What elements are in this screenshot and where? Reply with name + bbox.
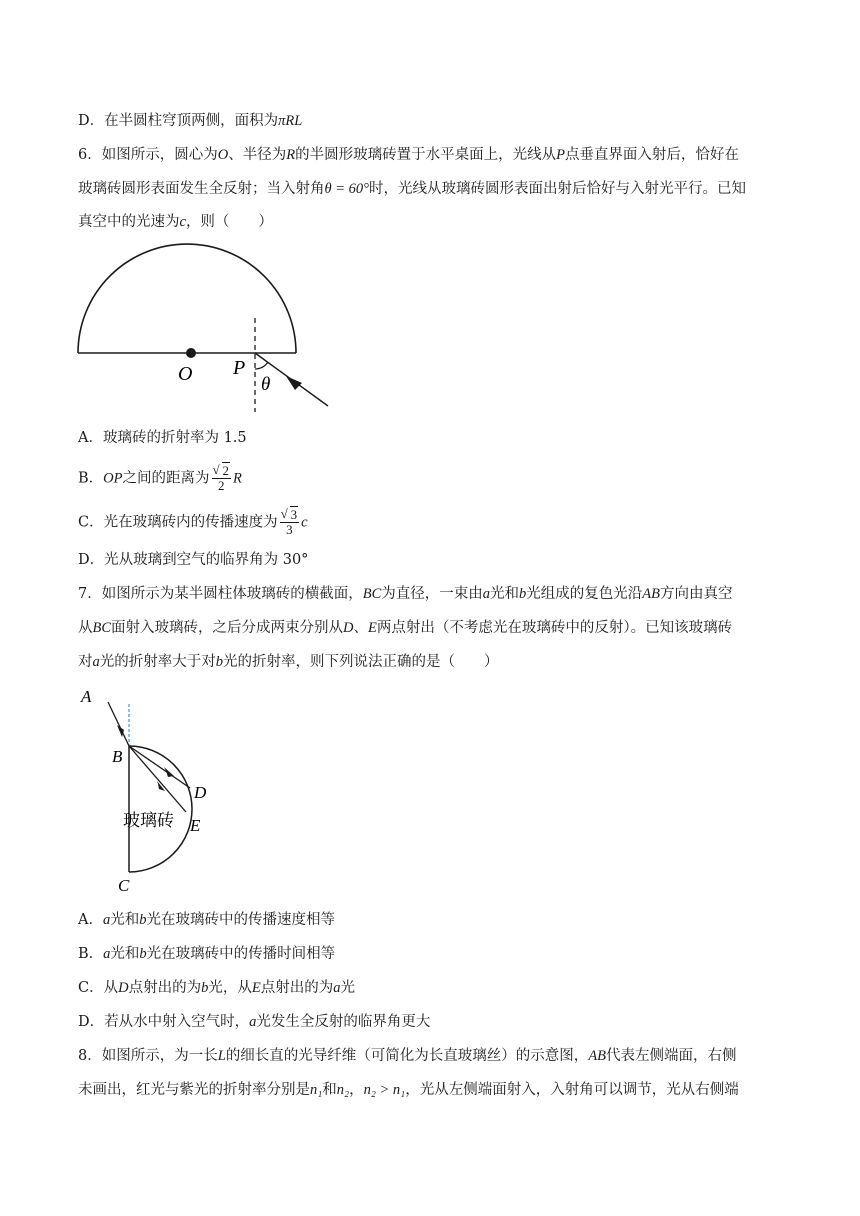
q8-stem-text: 代表左侧端面，右侧 bbox=[606, 1048, 737, 1064]
q8-stem-var: n₁ bbox=[310, 1082, 323, 1098]
q6-stem-var: O bbox=[217, 147, 229, 163]
q8-stem-line-1 bbox=[78, 1046, 788, 1066]
q7-option-c-text: 光，从 bbox=[208, 980, 252, 996]
q6-stem-text: 、半径为 bbox=[228, 147, 287, 163]
q7-stem-var: E bbox=[368, 620, 377, 636]
q7-option-c-var: a bbox=[333, 980, 341, 996]
q8-stem-text: 的细长直的光导纤维（可简化为长直玻璃丝）的示意图， bbox=[225, 1048, 589, 1064]
q7-option-d-text: D．若从水中射入空气时， bbox=[78, 1014, 250, 1030]
q8-stem-math: n₂ > n₁ bbox=[363, 1082, 406, 1098]
q7-stem-text: 两点射出（不考虑光在玻璃砖中的反射）。已知该玻璃砖 bbox=[376, 620, 733, 636]
q7-stem-var: b bbox=[215, 654, 223, 670]
q7-stem-line-2 bbox=[78, 618, 788, 638]
q7-stem-var: BC bbox=[92, 620, 112, 636]
q6-option-a-text: A．玻璃砖的折射率为 1.5 bbox=[78, 430, 247, 446]
q7-option-b-text: 光在玻璃砖中的传播时间相等 bbox=[146, 946, 336, 962]
q7-stem-text: 光和 bbox=[490, 586, 520, 602]
q6-option-c-text: C．光在玻璃砖内的传播速度为 bbox=[78, 514, 278, 531]
center-point-o bbox=[186, 348, 196, 358]
label-b: B bbox=[112, 747, 123, 766]
q7-option-a-text: 光和 bbox=[110, 912, 140, 928]
q7-option-d bbox=[78, 1012, 788, 1032]
q7-stem-var: b bbox=[519, 586, 527, 602]
q7-stem-text: 面射入玻璃砖，之后分成两束分别从 bbox=[111, 620, 344, 636]
q6-stem-line-2 bbox=[78, 179, 788, 199]
q7-option-c-var: E bbox=[251, 980, 261, 996]
q6-option-b-var: R bbox=[233, 470, 242, 487]
q6-stem-text: 时，光线从玻璃砖圆形表面出射后恰好与入射光平行。已知 bbox=[368, 181, 746, 197]
q8-stem-line-2 bbox=[78, 1080, 788, 1100]
q6-option-a bbox=[78, 428, 788, 448]
q7-option-a bbox=[78, 910, 788, 930]
incident-ray-arrow bbox=[286, 376, 302, 390]
q6-stem-var: P bbox=[556, 147, 565, 163]
q8-stem-text: 8．如图所示，为一长 bbox=[78, 1048, 218, 1064]
q6-option-b-text: 之间的距离为 bbox=[122, 470, 210, 487]
q7-option-b-text: B． bbox=[78, 946, 104, 962]
q6-option-b-fraction bbox=[212, 464, 232, 493]
label-a: A bbox=[81, 687, 92, 706]
q7-stem-line-1 bbox=[78, 584, 788, 604]
q7-option-d-text: 光发生全反射的临界角更大 bbox=[256, 1014, 431, 1030]
q7-option-c bbox=[78, 978, 788, 998]
q8-stem-text: 和 bbox=[322, 1082, 337, 1098]
q7-option-c-var: b bbox=[201, 980, 209, 996]
semicircle-arc bbox=[78, 244, 296, 353]
q7-option-a-var: b bbox=[139, 912, 147, 928]
q6-option-d bbox=[78, 550, 788, 570]
label-theta: θ bbox=[261, 374, 271, 395]
q7-option-c-text: 点射出的为 bbox=[128, 980, 202, 996]
q7-stem-var: AB bbox=[642, 586, 660, 602]
q7-stem-text: 方向由真空 bbox=[659, 586, 733, 602]
q7-stem-text: 从 bbox=[78, 620, 93, 636]
q7-option-a-var: a bbox=[102, 912, 111, 928]
q6-option-b-text: B． bbox=[78, 470, 104, 487]
q7-stem-text: 光的折射率，则下列说法正确的是（ ） bbox=[223, 654, 499, 670]
q6-option-b bbox=[78, 464, 788, 492]
q7-stem-text: 、 bbox=[353, 620, 369, 636]
glass-label: 玻璃砖 bbox=[123, 811, 174, 831]
q6-stem-text: 点垂直界面入射后，恰好在 bbox=[564, 147, 739, 163]
q6-stem-math: θ = 60° bbox=[324, 181, 369, 197]
q7-option-b-var: a bbox=[103, 946, 111, 962]
q8-stem-text: ， bbox=[349, 1082, 364, 1098]
label-p: P bbox=[233, 357, 246, 379]
q6-stem-var: c bbox=[179, 214, 186, 230]
fraction-denominator: 3 bbox=[286, 522, 293, 537]
q7-stem-var: D bbox=[343, 620, 354, 636]
q7-stem-text: 对 bbox=[78, 654, 93, 670]
ray-d-arrow bbox=[164, 767, 174, 777]
q7-option-c-text: 光 bbox=[340, 980, 355, 996]
label-d: D bbox=[194, 783, 207, 802]
fraction-denominator: 2 bbox=[218, 478, 225, 493]
q7-option-d-var: a bbox=[249, 1014, 257, 1030]
q7-option-c-var: D bbox=[118, 980, 129, 996]
q6-option-c-var: c bbox=[301, 514, 308, 531]
q7-stem-var: BC bbox=[362, 586, 382, 602]
label-o: O bbox=[178, 363, 193, 385]
q7-stem-var: a bbox=[92, 654, 100, 670]
q6-option-b-var: OP bbox=[103, 470, 123, 487]
q7-option-c-text: C．从 bbox=[78, 980, 119, 996]
q6-stem-text: 6．如图所示，圆心为 bbox=[78, 147, 218, 163]
q6-option-c bbox=[78, 508, 788, 536]
q5-option-d-math: πRL bbox=[278, 113, 303, 129]
q6-stem-text: 的半圆形玻璃砖置于水平桌面上，光线从 bbox=[295, 147, 557, 163]
q6-stem-line-1 bbox=[78, 145, 788, 165]
q5-option-d-text: D．在半圆柱穹顶两侧，面积为 bbox=[78, 113, 279, 129]
q6-semicircle-figure bbox=[70, 238, 345, 416]
q8-stem-text: ，光从左侧端面射入，入射角可以调节，光从右侧端 bbox=[405, 1082, 739, 1098]
q6-stem-text: 玻璃砖圆形表面发生全反射；当入射角 bbox=[78, 181, 325, 197]
q7-stem-line-3 bbox=[78, 652, 788, 672]
q6-option-d-text: D．光从玻璃到空气的临界角为 30° bbox=[78, 552, 309, 568]
q8-stem-var: L bbox=[217, 1048, 226, 1064]
q5-option-d bbox=[78, 111, 788, 131]
half-cylinder-arc bbox=[129, 746, 192, 872]
angle-theta-arc bbox=[255, 362, 268, 369]
q8-stem-text: 未画出，红光与紫光的折射率分别是 bbox=[78, 1082, 310, 1098]
q7-option-c-text: 点射出的为 bbox=[260, 980, 334, 996]
label-c: C bbox=[118, 876, 130, 895]
q7-option-a-text: A． bbox=[78, 912, 103, 928]
q6-stem-text: 真空中的光速为 bbox=[78, 214, 180, 230]
label-e: E bbox=[190, 816, 201, 835]
q6-option-c-fraction bbox=[280, 508, 300, 537]
q7-option-b-var: b bbox=[139, 946, 147, 962]
q8-stem-var: n₂ bbox=[336, 1082, 350, 1098]
q6-stem-text: ，则（ ） bbox=[185, 214, 273, 230]
q7-stem-text: 光的折射率大于对 bbox=[99, 654, 216, 670]
q7-half-cylinder-figure bbox=[76, 684, 226, 898]
q7-option-b bbox=[78, 944, 788, 964]
q7-stem-var: a bbox=[482, 586, 491, 602]
fraction-numerator: 3 bbox=[290, 507, 298, 522]
q6-stem-var: R bbox=[286, 147, 296, 163]
q7-option-b-text: 光和 bbox=[110, 946, 140, 962]
q7-stem-text: 为直径，一束由 bbox=[381, 586, 483, 602]
q7-option-a-text: 光在玻璃砖中的传播速度相等 bbox=[146, 912, 335, 928]
incident-ray-ab bbox=[108, 702, 129, 746]
fraction-numerator: 2 bbox=[222, 463, 229, 478]
q7-stem-text: 光组成的复色光沿 bbox=[526, 586, 643, 602]
q8-stem-var: AB bbox=[588, 1048, 607, 1064]
q7-stem-text: 7．如图所示为某半圆柱体玻璃砖的横截面， bbox=[78, 586, 363, 602]
q6-stem-line-3 bbox=[78, 212, 788, 232]
